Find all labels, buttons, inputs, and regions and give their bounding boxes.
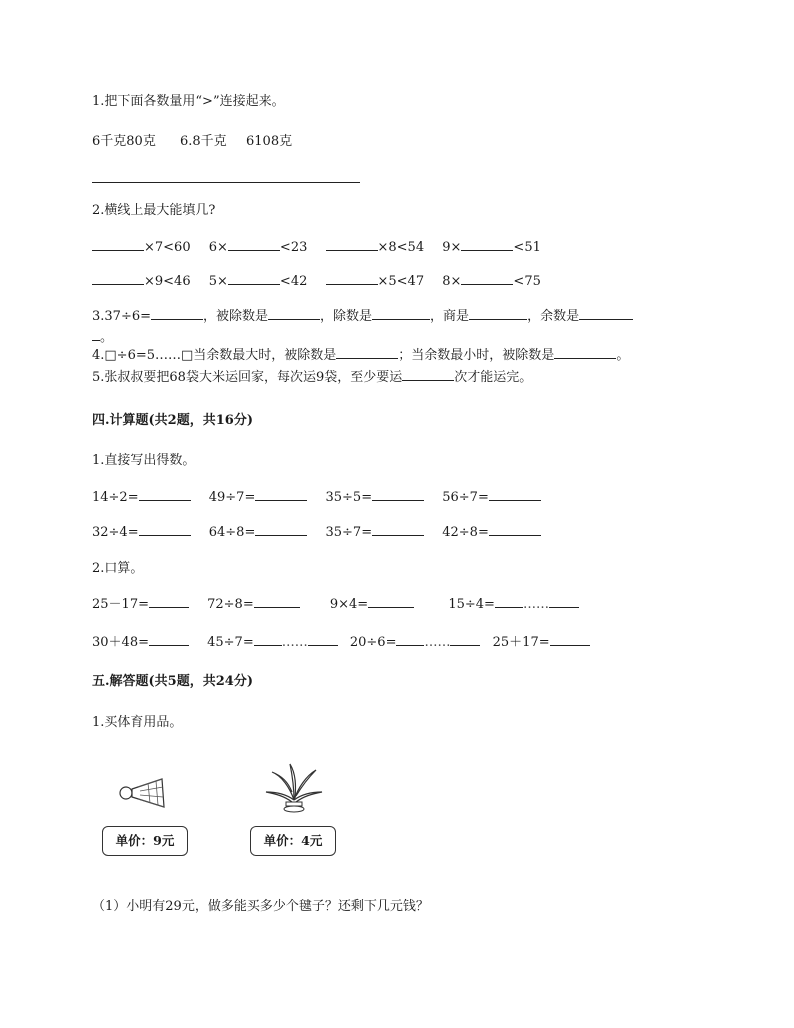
blank[interactable] [368,606,414,608]
s4-q1-title: 1.直接写出得数。 [92,453,196,468]
blank[interactable] [372,318,430,320]
expr: <75 [513,274,541,289]
expr: 32÷4= [92,525,139,540]
ellipsis: …… [281,635,308,650]
expr: 8× [442,274,462,289]
blank[interactable] [92,249,144,251]
blank[interactable] [461,283,513,285]
blank[interactable] [579,318,633,320]
blank[interactable] [372,499,424,501]
blank[interactable] [149,644,189,646]
blank[interactable] [461,249,513,251]
ellipsis: …… [522,597,549,612]
expr: ×5<47 [377,274,425,289]
blank[interactable] [92,339,100,341]
section4-heading: 四.计算题(共2题，共16分) [92,413,253,428]
shuttlecock-icon [118,773,168,813]
blank[interactable] [495,606,523,608]
q3-tail: 。 [100,330,114,345]
expr: 30＋48= [92,635,149,650]
q3-text: 3.37÷6= [92,309,152,324]
s4-q2-row-1 [92,598,579,611]
blank[interactable] [268,318,320,320]
expr: 35÷5= [325,490,373,505]
expr: ×9<46 [144,274,191,289]
expr: 9× [442,240,462,255]
expr: ×8<54 [377,240,425,255]
expr: 72÷8= [207,597,254,612]
q1-item-1: 6千克80克 [92,134,156,149]
blank[interactable] [255,499,307,501]
price-label-shuttlecock: 单价：9元 [102,826,188,856]
blank[interactable] [489,534,541,536]
blank[interactable] [228,249,280,251]
price-label-jianzi: 单价：4元 [250,826,336,856]
q1-answer-line[interactable] [92,182,360,183]
q3-text: ，被除数是 [203,309,269,324]
blank[interactable] [469,318,527,320]
s5-q1-title: 1.买体育用品。 [92,715,183,730]
ellipsis: …… [424,635,451,650]
expr: <23 [279,240,308,255]
blank[interactable] [489,499,541,501]
q2-row-2 [92,275,541,288]
blank[interactable] [450,644,480,646]
q1-item-3: 6108克 [246,134,293,149]
q4-line [92,349,629,362]
blank[interactable] [549,606,579,608]
blank[interactable] [149,606,189,608]
blank[interactable] [255,534,307,536]
expr: 9×4= [329,597,369,612]
expr: 56÷7= [442,490,489,505]
blank[interactable] [151,318,203,320]
blank[interactable] [326,283,378,285]
expr: ×7<60 [144,240,191,255]
blank[interactable] [308,644,338,646]
blank[interactable] [139,534,191,536]
jianzi-icon [264,762,324,814]
q1-item-2: 6.8千克 [180,134,227,149]
q1-title: 1.把下面各数量用“>”连接起来。 [92,94,285,109]
expr: 25－17= [92,597,149,612]
q5-line [92,371,532,384]
blank[interactable] [402,379,454,381]
blank[interactable] [326,249,378,251]
q5-text: 5.张叔叔要把68袋大米运回家，每次运9袋，至少要运 [92,370,403,385]
q4-text: ；当余数最小时，被除数是 [398,348,555,363]
blank[interactable] [396,644,424,646]
expr: 45÷7= [207,635,254,650]
blank[interactable] [228,283,280,285]
expr: 64÷8= [208,525,256,540]
blank[interactable] [254,644,282,646]
expr: 15÷4= [448,597,495,612]
blank[interactable] [336,357,398,359]
q2-title: 2.横线上最大能填几? [92,203,216,218]
expr: 5× [208,274,228,289]
q3-wrap [92,331,113,344]
q3-text: ，余数是 [527,309,580,324]
blank[interactable] [92,283,144,285]
expr: 42÷8= [442,525,489,540]
expr: 49÷7= [208,490,256,505]
expr: <51 [513,240,541,255]
blank[interactable] [254,606,300,608]
blank[interactable] [372,534,424,536]
expr: <42 [279,274,308,289]
s4-q1-row-1 [92,491,541,504]
expr: 6× [208,240,228,255]
q5-text: 次才能运完。 [454,370,533,385]
section5-heading: 五.解答题(共5题，共24分) [92,674,253,689]
expr: 25＋17= [492,635,550,650]
s4-q1-row-2 [92,526,541,539]
q3-line [92,310,633,323]
expr: 14÷2= [92,490,139,505]
blank[interactable] [139,499,191,501]
expr: 35÷7= [325,525,373,540]
s4-q2-row-2 [92,636,590,649]
expr: 20÷6= [349,635,397,650]
blank[interactable] [554,357,616,359]
s4-q2-title: 2.口算。 [92,561,144,576]
s5-q1-sub1: （1）小明有29元，做多能买多少个毽子？还剩下几元钱？ [92,899,429,914]
q4-text: 。 [616,348,630,363]
q4-text: 4.□÷6=5……□当余数最大时，被除数是 [92,348,337,363]
q3-text: ，商是 [430,309,470,324]
q2-row-1 [92,241,541,254]
q3-text: ，除数是 [320,309,373,324]
blank[interactable] [550,644,590,646]
